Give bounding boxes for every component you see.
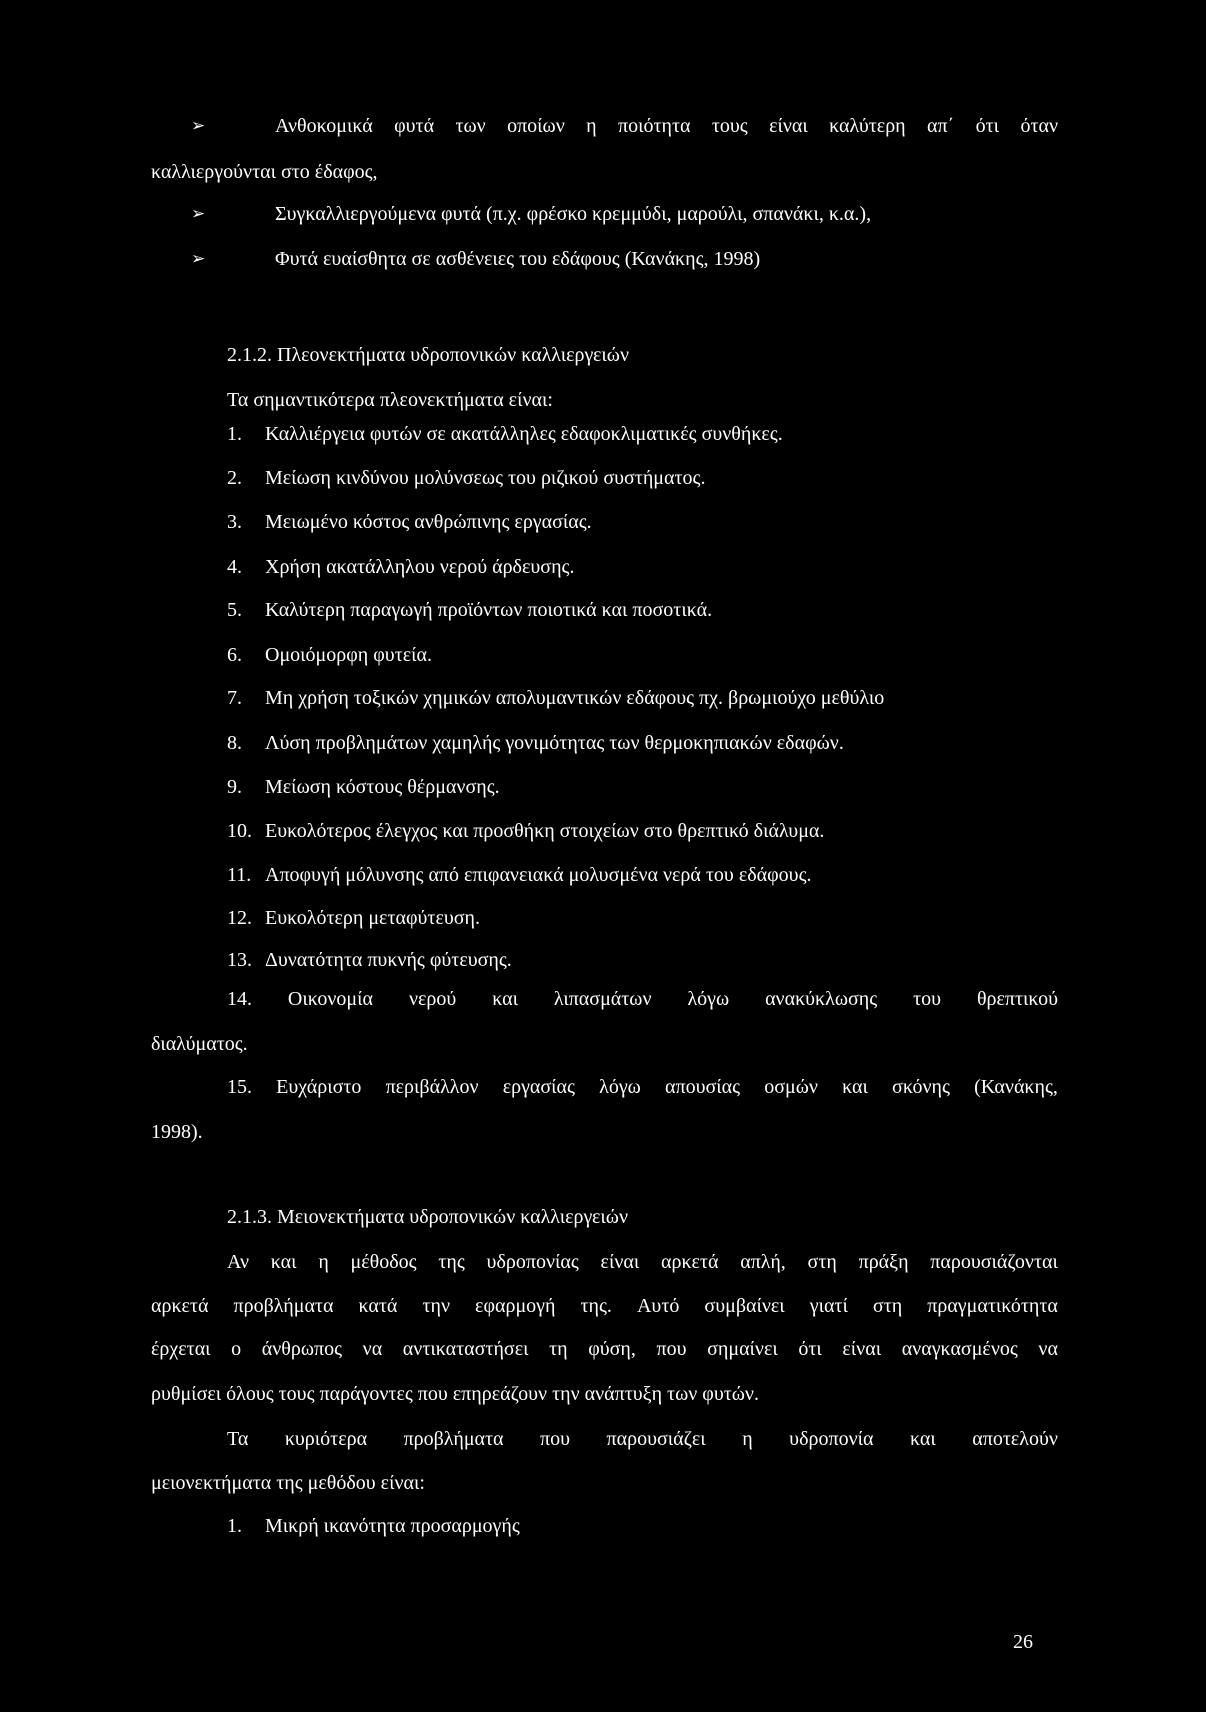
advantages-intro: Τα σημαντικότερα πλεονεκτήματα είναι: [227, 389, 553, 411]
advantage-item-number: 5. [227, 599, 242, 621]
advantage-item-number: 8. [227, 732, 242, 754]
advantage-item-text: Καλύτερη παραγωγή προϊόντων ποιοτικά και ποσοτικά. [265, 599, 713, 621]
disadvantages-paragraph-1-line-3: έρχεται ο άνθρωπος να αντικαταστήσει τη φύση, που σημαίνει ότι είναι αναγκασμένος να [151, 1338, 1058, 1360]
bullet-arrow-icon: ➢ [191, 249, 206, 269]
advantage-14-line-2: διαλύματος. [151, 1033, 248, 1055]
advantage-item-number: 4. [227, 556, 242, 578]
advantage-item-text: Ευκολότερη μεταφύτευση. [265, 907, 480, 929]
advantage-item-text: Μη χρήση τοξικών χημικών απολυμαντικών εδάφους πχ. βρωμιούχο μεθύλιο [265, 687, 885, 709]
advantage-item-text: Ομοιόμορφη φυτεία. [265, 644, 432, 666]
bullet-1-line-1: Ανθοκομικά φυτά των οποίων η ποιότητα τους είναι καλύτερη απ΄ ότι όταν [275, 115, 1058, 137]
advantage-item-number: 7. [227, 687, 242, 709]
bullet-arrow-icon: ➢ [191, 116, 206, 136]
advantage-item-text: Χρήση ακατάλληλου νερού άρδευσης. [265, 556, 575, 578]
disadvantages-paragraph-2-line-1: Τα κυριότερα προβλήματα που παρουσιάζει η υδροπονία και αποτελούν [227, 1428, 1058, 1450]
advantage-item-text: Μείωση κινδύνου μολύνσεως του ριζικού συστήματος. [265, 467, 706, 489]
bullet-2: Συγκαλλιεργούμενα φυτά (π.χ. φρέσκο κρεμμύδι, μαρούλι, σπανάκι, κ.α.), [275, 203, 872, 225]
disadvantages-paragraph-1-line-4: ρυθμίσει όλους τους παράγοντες που επηρεάζουν την ανάπτυξη των φυτών. [151, 1383, 759, 1405]
advantage-item-number: 3. [227, 511, 242, 533]
advantage-item-number: 13. [227, 949, 252, 971]
section-heading-disadvantages: 2.1.3. Μειονεκτήματα υδροπονικών καλλιεργειών [227, 1206, 629, 1228]
advantage-item-number: 10. [227, 820, 252, 842]
advantage-item-number: 11. [227, 864, 252, 886]
advantage-item-text: Λύση προβλημάτων χαμηλής γονιμότητας των θερμοκηπιακών εδαφών. [265, 732, 844, 754]
advantage-15-line-1: 15. Ευχάριστο περιβάλλον εργασίας λόγω απουσίας οσμών και σκόνης (Κανάκης, [227, 1076, 1058, 1098]
advantage-item-number: 2. [227, 467, 242, 489]
disadvantage-item-text: Μικρή ικανότητα προσαρμογής [265, 1515, 520, 1537]
advantage-item-text: Αποφυγή μόλυνσης από επιφανειακά μολυσμένα νερά του εδάφους. [265, 864, 812, 886]
advantage-item-number: 6. [227, 644, 242, 666]
bullet-1-line-2: καλλιεργούνται στο έδαφος, [151, 161, 378, 183]
advantage-item-number: 1. [227, 423, 242, 445]
advantage-item-text: Μειωμένο κόστος ανθρώπινης εργασίας. [265, 511, 592, 533]
section-heading-advantages: 2.1.2. Πλεονεκτήματα υδροπονικών καλλιεργειών [227, 344, 629, 366]
advantage-item-number: 9. [227, 776, 242, 798]
advantage-14-line-1: 14. Οικονομία νερού και λιπασμάτων λόγω ανακύκλωσης του θρεπτικού [227, 988, 1058, 1010]
advantage-item-number: 12. [227, 907, 252, 929]
page-number: 26 [1013, 1631, 1033, 1653]
advantage-item-text: Μείωση κόστους θέρμανσης. [265, 776, 500, 798]
bullet-3: Φυτά ευαίσθητα σε ασθένειες του εδάφους (Κανάκης, 1998) [275, 248, 761, 270]
advantage-item-text: Ευκολότερος έλεγχος και προσθήκη στοιχείων στο θρεπτικό διάλυμα. [265, 820, 825, 842]
disadvantage-item-number: 1. [227, 1515, 242, 1537]
disadvantages-paragraph-1-line-1: Αν και η μέθοδος της υδροπονίας είναι αρκετά απλή, στη πράξη παρουσιάζονται [227, 1251, 1058, 1273]
advantage-item-text: Δυνατότητα πυκνής φύτευσης. [265, 949, 512, 971]
disadvantages-paragraph-1-line-2: αρκετά προβλήματα κατά την εφαρμογή της. Αυτό συμβαίνει γιατί στη πραγματικότητα [151, 1295, 1058, 1317]
bullet-arrow-icon: ➢ [191, 204, 206, 224]
advantage-item-text: Καλλιέργεια φυτών σε ακατάλληλες εδαφοκλιματικές συνθήκες. [265, 423, 783, 445]
disadvantages-paragraph-2-line-2: μειονεκτήματα της μεθόδου είναι: [151, 1472, 425, 1494]
advantage-15-line-2: 1998). [151, 1121, 203, 1143]
